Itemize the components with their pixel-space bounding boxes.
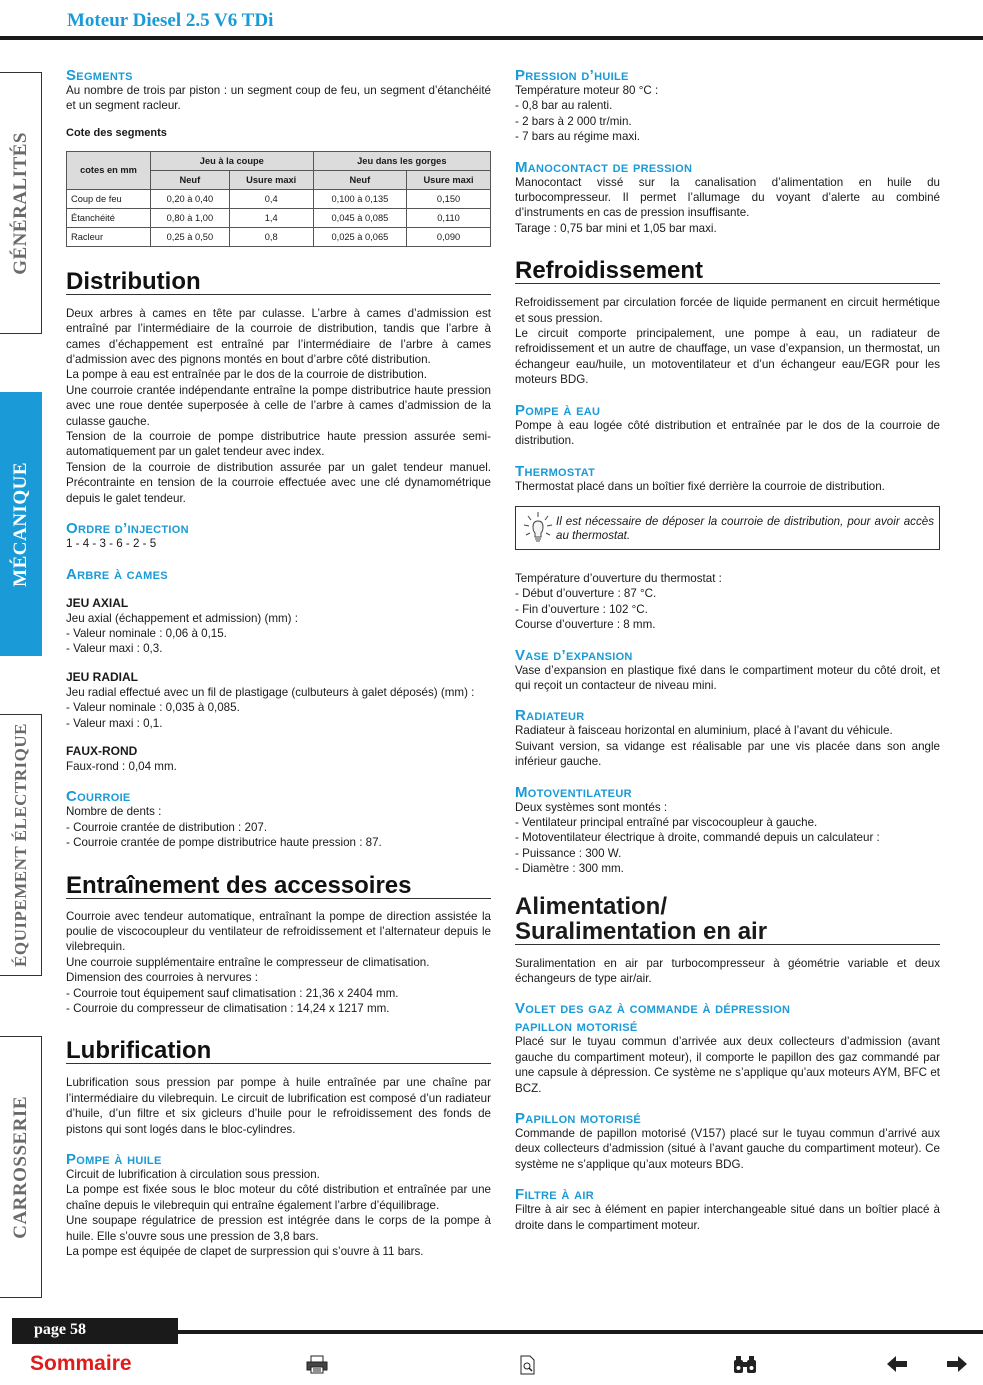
table-cell: 0,4 bbox=[229, 189, 313, 208]
faux-rond-head: FAUX-ROND bbox=[66, 743, 138, 758]
text-line: - Valeur maxi : 0,1. bbox=[66, 716, 163, 730]
sidetab-label: GÉNÉRALITÉS bbox=[9, 131, 31, 275]
sidetab-label: ÉQUIPEMENT ÉLECTRIQUE bbox=[10, 723, 30, 967]
segments-table bbox=[66, 151, 491, 247]
left-column bbox=[66, 68, 491, 1259]
table-cell: 1,4 bbox=[229, 208, 313, 227]
manocontact-text: Manocontact vissé sur la canalisation d’alimentation en huile du turbocompresseur. Il permet l’allumage du voyant d’alerte au combiné d’instruments en cas de pression insuffisante. bbox=[515, 175, 940, 220]
table-row bbox=[67, 189, 491, 208]
table-cell: 0,8 bbox=[229, 227, 313, 246]
accessoires-text: Courroie avec tendeur automatique, entraînant la pompe de direction assistée la poulie de viscocoupleur du ventilateur de refroidissement et l’alternateur depuis le vilebrequin. bbox=[66, 909, 491, 954]
table-row bbox=[67, 208, 491, 227]
distribution-text: Deux arbres à cames en tête par culasse. L’arbre à cames d’admission est entraîné par l’intermédiaire de la courroie de distribution, tandis que l’arbre à cames d’échappement est entraîné par l’intermédiaire de l’arbre à cames d’admission avec des pignons montés en bout d’arbre côté distribution. bbox=[66, 306, 491, 367]
pompe-huile-text: Circuit de lubrification à circulation sous pression. bbox=[66, 1168, 320, 1182]
lightbulb-icon bbox=[521, 510, 555, 548]
table-header: Neuf bbox=[313, 170, 406, 189]
vase-text: Vase d’expansion en plastique fixé dans le compartiment moteur du côté droit, et qui reçoit un contacteur de niveau mini. bbox=[515, 663, 940, 692]
table-header: Neuf bbox=[151, 170, 230, 189]
zoom-icon[interactable] bbox=[519, 1355, 537, 1379]
alimentation-text: Suralimentation en air par turbocompresseur à géométrie variable et deux échangeurs de type air/air. bbox=[515, 956, 940, 985]
distribution-text: Tension de la courroie de distribution assurée par un galet tendeur manuel. Précontrainte en tension de la courroie effectuée avec une clé dynamométrique depuis le galet tendeur. bbox=[66, 460, 491, 505]
section-papillon-title: Papillon motorisé bbox=[515, 1110, 642, 1128]
sidetab-carrosserie[interactable] bbox=[0, 1036, 42, 1298]
arrow-left-icon[interactable] bbox=[886, 1355, 908, 1377]
section-pression-title: Pression d’huile bbox=[515, 67, 629, 84]
pompe-huile-text: La pompe est équipée de clapet de surpression qui s’ouvre à 11 bars. bbox=[66, 1245, 424, 1259]
pompe-eau-text: Pompe à eau logée côté distribution et entraînée par le dos de la courroie de distribution. bbox=[515, 418, 940, 448]
table-cell: 0,100 à 0,135 bbox=[313, 189, 406, 208]
section-accessoires-title: Entraînement des accessoires bbox=[66, 873, 491, 899]
sidetab-label: CARROSSERIE bbox=[9, 1095, 31, 1239]
sidetab-mecanique[interactable] bbox=[0, 392, 42, 656]
text-line: - 7 bars au régime maxi. bbox=[515, 130, 641, 144]
footer-rule bbox=[178, 1330, 983, 1334]
section-pompe-huile-title: Pompe à huile bbox=[66, 1151, 162, 1169]
text-line: - Courroie tout équipement sauf climatisation : 21,36 x 2404 mm. bbox=[66, 986, 399, 1000]
sidetab-generalites[interactable] bbox=[0, 72, 42, 334]
page-header-title: Moteur Diesel 2.5 V6 TDi bbox=[67, 10, 274, 31]
table-cell: 0,090 bbox=[407, 227, 491, 246]
text-line: Jeu axial (échappement et admission) (mm) : bbox=[66, 611, 298, 625]
sommaire-link[interactable]: Sommaire bbox=[30, 1352, 132, 1375]
filtre-text: Filtre à air sec à élément en papier interchangeable situé dans un boîtier placé à droite dans le compartiment moteur. bbox=[515, 1203, 940, 1232]
table-cell: 0,025 à 0,065 bbox=[313, 227, 406, 246]
section-ordre-title: Ordre d’injection bbox=[66, 520, 189, 538]
distribution-text: Une courroie crantée indépendante entraîne la pompe distributrice haute pression avec une roue dentée superposée à celle de l’arbre à cames d’admission de la culasse gauche. bbox=[66, 383, 491, 428]
refroidissement-text: Le circuit comporte principalement, une pompe à eau, un radiateur de refroidissement et un autre de chauffage, un vase d’expansion, un thermostat, un échangeur eau/huile, un motoventilateur et d’un échangeur eau/EGR pour les moteurs BDG. bbox=[515, 327, 940, 387]
text-line: Jeu radial effectué avec un fil de plastigage (culbuteurs à galet déposés) (mm) : bbox=[66, 685, 475, 699]
radiateur-text: Radiateur à faisceau horizontal en aluminium, placé à l’avant du véhicule. bbox=[515, 724, 893, 738]
search-icon[interactable] bbox=[732, 1355, 758, 1379]
page-number-box bbox=[12, 1318, 178, 1344]
jeu-axial-head: JEU AXIAL bbox=[66, 595, 129, 610]
table-cell: 0,20 à 0,40 bbox=[151, 189, 230, 208]
section-vase-title: Vase d’expansion bbox=[515, 646, 633, 664]
text-line: - 0,8 bar au ralenti. bbox=[515, 99, 613, 113]
manocontact-text: Tarage : 0,75 bar mini et 1,05 bar maxi. bbox=[515, 221, 717, 235]
section-motoventilateur-title: Motoventilateur bbox=[515, 783, 632, 801]
table-cell: 0,150 bbox=[407, 189, 491, 208]
text-line: - Début d’ouverture : 87 °C. bbox=[515, 587, 657, 601]
section-volet-title: Volet des gaz à commande à dépression bbox=[515, 1000, 791, 1018]
distribution-text: La pompe à eau est entraînée par le dos de la courroie de distribution. bbox=[66, 368, 427, 382]
text-line: - Valeur nominale : 0,035 à 0,085. bbox=[66, 701, 240, 715]
text-line: - Courroie du compresseur de climatisation : 14,24 x 1217 mm. bbox=[66, 1002, 390, 1015]
text-line: Faux-rond : 0,04 mm. bbox=[66, 759, 177, 773]
table-row bbox=[67, 227, 491, 246]
segments-text: Au nombre de trois par piston : un segment coup de feu, un segment d’étanchéité et un segment racleur. bbox=[66, 84, 491, 113]
sidetab-equipement-electrique[interactable] bbox=[0, 714, 42, 976]
table-header: cotes en mm bbox=[67, 151, 151, 189]
papillon-text: Commande de papillon motorisé (V157) placé sur le tuyau commun d’arrivé aux deux collecteurs d’admission (situé à l’avant gauche du compartiment moteur). Ce système ne s’applique qu’aux moteurs BDG. bbox=[515, 1127, 940, 1171]
section-courroie-title: Courroie bbox=[66, 788, 131, 806]
text-line: Dimension des courroies à nervures : bbox=[66, 971, 259, 985]
distribution-text: Tension de la courroie de pompe distributrice haute pression assurée semi-automatiquement par un galet tendeur avec index. bbox=[66, 430, 491, 459]
section-pompe-eau-title: Pompe à eau bbox=[515, 401, 601, 419]
table-cell: 0,110 bbox=[407, 208, 491, 227]
refroidissement-text: Refroidissement par circulation forcée de liquide permanent en circuit hermétique et sous pression. bbox=[515, 296, 940, 325]
alimentation-title-line2: Suralimentation en air bbox=[515, 917, 768, 945]
volet-text: Placé sur le tuyau commun d’arrivée aux deux collecteurs d’admission (avant gauche du compartiment moteur), il comporte le papillon des gaz commandé par une capsule à dépression. Ce système ne s’applique qu’aux moteurs AYM, BFC et BCZ. bbox=[515, 1035, 940, 1095]
table-header: Jeu dans les gorges bbox=[313, 151, 490, 170]
text-line: - Valeur maxi : 0,3. bbox=[66, 642, 163, 656]
header-rule bbox=[0, 36, 983, 40]
radiateur-text: Suivant version, sa vidange est réalisable par une vis placée dans son angle inférieur gauche. bbox=[515, 739, 940, 769]
text-line: Course d’ouverture : 8 mm. bbox=[515, 618, 656, 632]
table-cell: Coup de feu bbox=[67, 189, 151, 208]
section-alimentation-title bbox=[515, 894, 940, 945]
ordre-text: 1 - 4 - 3 - 6 - 2 - 5 bbox=[66, 537, 157, 551]
text-line: Température d’ouverture du thermostat : bbox=[515, 571, 722, 585]
section-arbre-title: Arbre à cames bbox=[66, 565, 168, 583]
pompe-huile-text: Une soupape régulatrice de pression est intégrée dans le corps de la pompe à huile. Elle s’ouvre sous une pression de 3,8 bars. bbox=[66, 1214, 491, 1243]
text-line: Température moteur 80 °C : bbox=[515, 84, 659, 97]
jeu-radial-head: JEU RADIAL bbox=[66, 669, 139, 684]
text-line: - Puissance : 300 W. bbox=[515, 846, 622, 860]
section-lubrification-title: Lubrification bbox=[66, 1038, 491, 1064]
section-manocontact-title: Manocontact de pression bbox=[515, 158, 693, 176]
text-line: - Valeur nominale : 0,06 à 0,15. bbox=[66, 626, 227, 640]
text-line: - Ventilateur principal entraîné par viscocoupleur à gauche. bbox=[515, 815, 818, 829]
print-icon[interactable] bbox=[306, 1355, 328, 1379]
note-text: Il est nécessaire de déposer la courroie de distribution, pour avoir accès au thermostat. bbox=[556, 514, 934, 542]
right-column bbox=[515, 68, 940, 1233]
note-box bbox=[515, 506, 940, 550]
text-line: - Courroie crantée de pompe distributrice haute pression : 87. bbox=[66, 836, 382, 850]
text-line: - Diamètre : 300 mm. bbox=[515, 862, 624, 876]
section-refroidissement-title: Refroidissement bbox=[515, 258, 940, 284]
section-volet-subtitle: papillon motorisé bbox=[515, 1018, 638, 1036]
text-line: - Motoventilateur électrique à droite, commandé depuis un calculateur : bbox=[515, 831, 880, 845]
table-cell: Racleur bbox=[67, 227, 151, 246]
arrow-right-icon[interactable] bbox=[946, 1355, 968, 1377]
section-radiateur-title: Radiateur bbox=[515, 707, 585, 725]
table-header: Jeu à la coupe bbox=[151, 151, 314, 170]
text-line: Nombre de dents : bbox=[66, 805, 162, 819]
table-cell: 0,25 à 0,50 bbox=[151, 227, 230, 246]
text-line: Deux systèmes sont montés : bbox=[515, 800, 668, 814]
text-line: - Fin d’ouverture : 102 °C. bbox=[515, 602, 648, 616]
table-cell: 0,80 à 1,00 bbox=[151, 208, 230, 227]
alimentation-title-line1: Alimentation/ bbox=[515, 892, 668, 920]
section-segments-title: Segments bbox=[66, 67, 133, 84]
table-header: Usure maxi bbox=[229, 170, 313, 189]
thermostat-text: Thermostat placé dans un boîtier fixé derrière la courroie de distribution. bbox=[515, 479, 885, 493]
text-line: - Courroie crantée de distribution : 207. bbox=[66, 820, 268, 834]
section-filtre-title: Filtre à air bbox=[515, 1186, 594, 1204]
accessoires-text: Une courroie supplémentaire entraîne le compresseur de climatisation. bbox=[66, 955, 430, 969]
section-thermostat-title: Thermostat bbox=[515, 462, 596, 480]
text-line: - 2 bars à 2 000 tr/min. bbox=[515, 114, 632, 128]
table-cell: Étanchéité bbox=[67, 208, 151, 227]
segments-table-title: Cote des segments bbox=[66, 126, 167, 139]
table-cell: 0,045 à 0,085 bbox=[313, 208, 406, 227]
pompe-huile-text: La pompe est fixée sous le bloc moteur du côté distribution et entraînée par une chaîne depuis le vilebrequin qui entraîne également l’arbre d’équilibrage. bbox=[66, 1183, 491, 1212]
sidetab-label: MÉCANIQUE bbox=[10, 461, 31, 587]
lubrification-text: Lubrification sous pression par pompe à huile entraînée par une chaîne par l’intermédiaire du vilebrequin. Le circuit de lubrification est composé d’un radiateur d’huile, d’un filtre et six gicleurs d’huile pour le refroidissement des fonds de pistons qui sont logés dans le bloc-cylindres. bbox=[66, 1076, 491, 1136]
section-distribution-title: Distribution bbox=[66, 269, 491, 295]
page-number: page 58 bbox=[34, 1321, 86, 1338]
table-header: Usure maxi bbox=[407, 170, 491, 189]
